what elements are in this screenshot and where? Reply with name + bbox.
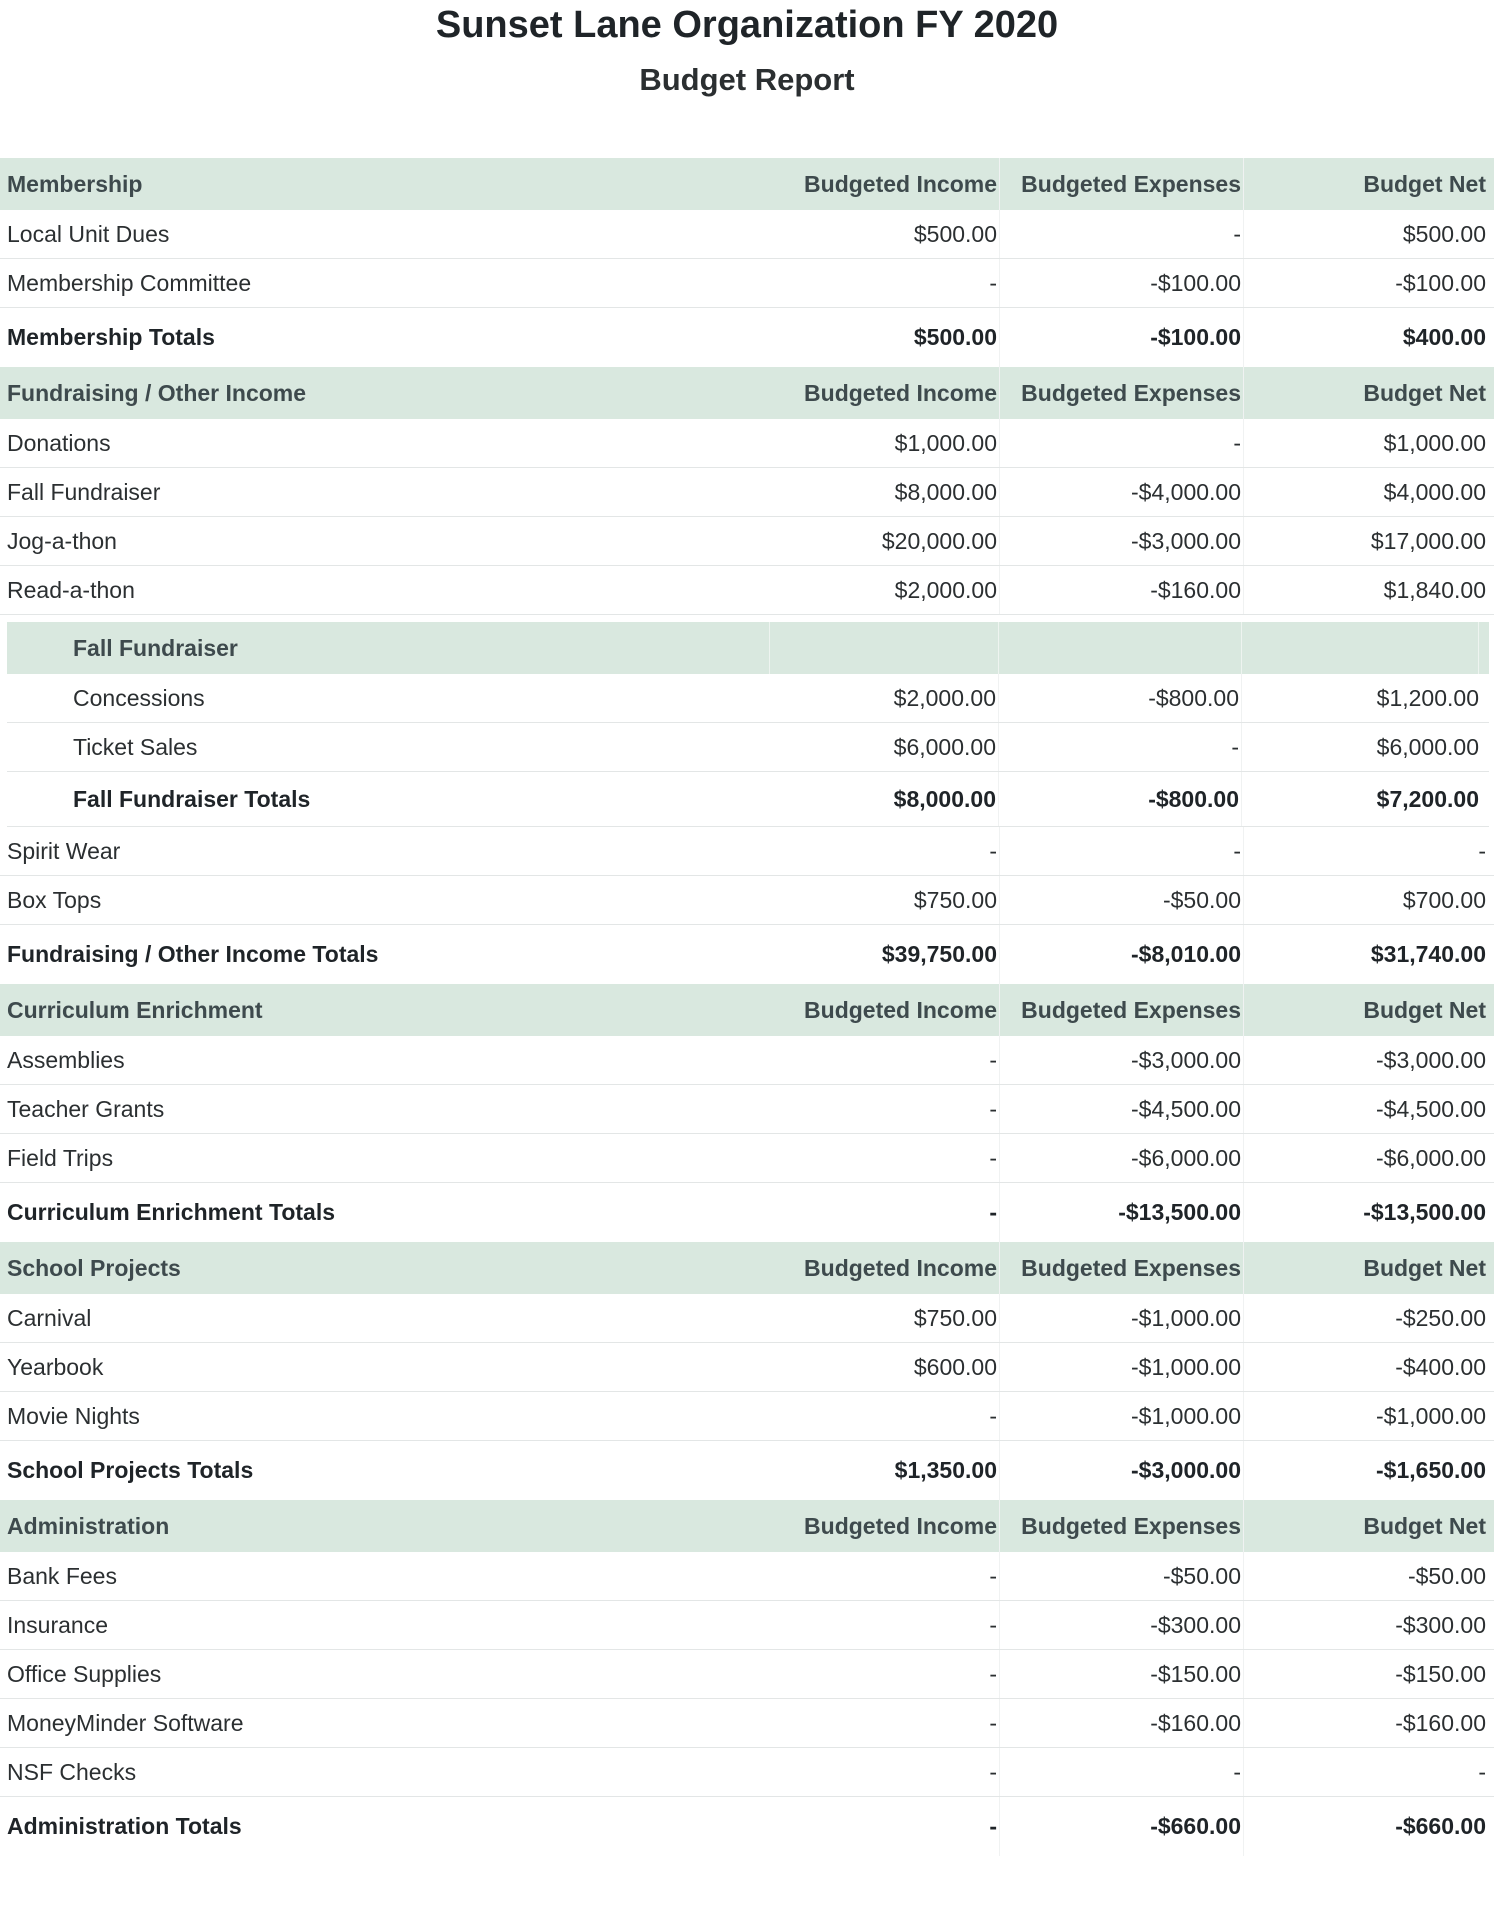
budgeted-expenses-value: -$160.00 <box>1000 1699 1244 1747</box>
budgeted-expenses-value: -$1,000.00 <box>1000 1392 1244 1440</box>
section-curriculum-enrichment <box>0 984 1494 1242</box>
budget-net-value: $31,740.00 <box>1370 941 1486 967</box>
budget-net-value: -$6,000.00 <box>1376 1144 1486 1171</box>
table-row <box>0 259 1494 308</box>
subsection-title: Fall Fundraiser <box>7 622 770 674</box>
budgeted-expenses-value: - <box>999 723 1242 771</box>
budget-net-value: $400.00 <box>1402 324 1486 350</box>
column-header-net: Budget Net <box>1363 1512 1486 1539</box>
budgeted-expenses-value: -$8,010.00 <box>1000 925 1244 984</box>
table-row <box>0 1036 1494 1085</box>
budget-net-value: -$4,500.00 <box>1376 1095 1486 1122</box>
budgeted-expenses-value: -$4,500.00 <box>1000 1085 1244 1133</box>
table-row <box>0 1085 1494 1134</box>
subsection-totals-row <box>7 772 1489 827</box>
column-header-net: Budget Net <box>1363 170 1486 197</box>
column-header-income: Budgeted Income <box>770 1500 1000 1552</box>
budgeted-expenses-value: -$1,000.00 <box>1000 1343 1244 1391</box>
budgeted-income-value: $2,000.00 <box>770 674 999 722</box>
section-fundraising-other-income <box>0 367 1494 984</box>
budget-net-value: -$400.00 <box>1395 1353 1486 1380</box>
line-item-label: Local Unit Dues <box>7 220 170 247</box>
budgeted-income-value: $500.00 <box>770 210 1000 258</box>
table-row <box>0 1294 1494 1343</box>
budgeted-expenses-value: -$50.00 <box>1000 876 1244 924</box>
line-item-label: Office Supplies <box>7 1660 162 1687</box>
line-item-label: Yearbook <box>7 1353 104 1380</box>
budgeted-income-value: $8,000.00 <box>770 772 999 826</box>
empty-cell <box>770 622 999 674</box>
table-row <box>0 1748 1494 1797</box>
budgeted-income-value: $1,350.00 <box>770 1441 1000 1500</box>
table-row <box>0 827 1494 876</box>
budgeted-income-value: - <box>770 1650 1000 1698</box>
line-item-label: School Projects Totals <box>7 1457 254 1483</box>
line-item-label: Membership Totals <box>7 324 215 350</box>
subsection-fall-fundraiser <box>0 615 1494 827</box>
table-row <box>0 1552 1494 1601</box>
table-row <box>0 517 1494 566</box>
budgeted-income-value: - <box>770 1183 1000 1242</box>
subsection-header <box>7 622 1489 674</box>
line-item-label: Movie Nights <box>7 1402 140 1429</box>
line-item-label: Fall Fundraiser <box>7 478 161 505</box>
budget-net-value: $4,000.00 <box>1383 478 1486 505</box>
section-totals-row <box>0 308 1494 367</box>
budgeted-income-value: - <box>770 1552 1000 1600</box>
line-item-label: Box Tops <box>7 886 102 913</box>
section-totals-row <box>0 1797 1494 1856</box>
line-item-label: Assemblies <box>7 1046 125 1073</box>
empty-cell <box>1242 622 1479 674</box>
budget-table <box>0 158 1494 1856</box>
section-header <box>0 1242 1494 1294</box>
line-item-label: Carnival <box>7 1304 92 1331</box>
section-administration <box>0 1500 1494 1856</box>
budget-net-value: $1,200.00 <box>1376 684 1479 711</box>
budgeted-expenses-value: - <box>1000 419 1244 467</box>
line-item-label: Fall Fundraiser Totals <box>73 785 311 812</box>
section-title: Fundraising / Other Income <box>7 379 307 406</box>
line-item-label: NSF Checks <box>7 1758 137 1785</box>
budgeted-income-value: $20,000.00 <box>770 517 1000 565</box>
column-header-net: Budget Net <box>1363 379 1486 406</box>
table-row <box>0 566 1494 615</box>
budgeted-expenses-value: -$150.00 <box>1000 1650 1244 1698</box>
column-header-expenses: Budgeted Expenses <box>1000 158 1244 210</box>
budget-net-value: -$300.00 <box>1395 1611 1486 1638</box>
column-header-income: Budgeted Income <box>770 158 1000 210</box>
section-header <box>0 158 1494 210</box>
budgeted-income-value: - <box>770 1392 1000 1440</box>
line-item-label: Administration Totals <box>7 1813 242 1839</box>
subsection-table <box>7 622 1489 827</box>
table-row <box>0 1392 1494 1441</box>
budget-net-value: -$1,000.00 <box>1376 1402 1486 1429</box>
table-row <box>7 674 1489 723</box>
budgeted-expenses-value: -$1,000.00 <box>1000 1294 1244 1342</box>
line-item-label: Field Trips <box>7 1144 114 1171</box>
section-header <box>0 984 1494 1036</box>
column-header-expenses: Budgeted Expenses <box>1000 367 1244 419</box>
budget-net-value: -$660.00 <box>1395 1813 1486 1839</box>
section-header <box>0 367 1494 419</box>
column-header-expenses: Budgeted Expenses <box>1000 1500 1244 1552</box>
line-item-label: Fundraising / Other Income Totals <box>7 941 379 967</box>
budget-net-value: $700.00 <box>1402 886 1486 913</box>
table-row <box>0 1699 1494 1748</box>
budgeted-income-value: $8,000.00 <box>770 468 1000 516</box>
section-header <box>0 1500 1494 1552</box>
budgeted-income-value: - <box>770 1748 1000 1796</box>
section-title: School Projects <box>7 1254 181 1281</box>
budgeted-expenses-value: -$3,000.00 <box>1000 1036 1244 1084</box>
line-item-label: Spirit Wear <box>7 837 121 864</box>
budget-net-value: $500.00 <box>1402 220 1486 247</box>
column-header-net: Budget Net <box>1363 996 1486 1023</box>
budget-net-value: $1,000.00 <box>1383 429 1486 456</box>
table-row <box>0 1650 1494 1699</box>
budgeted-income-value: $39,750.00 <box>770 925 1000 984</box>
budgeted-expenses-value: -$3,000.00 <box>1000 1441 1244 1500</box>
budgeted-expenses-value: -$800.00 <box>999 772 1242 826</box>
budgeted-expenses-value: -$4,000.00 <box>1000 468 1244 516</box>
budgeted-expenses-value: -$6,000.00 <box>1000 1134 1244 1182</box>
budgeted-income-value: $750.00 <box>770 1294 1000 1342</box>
budget-net-value: - <box>1478 1758 1486 1785</box>
table-row <box>0 419 1494 468</box>
budgeted-expenses-value: -$160.00 <box>1000 566 1244 614</box>
column-header-income: Budgeted Income <box>770 1242 1000 1294</box>
section-totals-row <box>0 1183 1494 1242</box>
line-item-label: Insurance <box>7 1611 109 1638</box>
budgeted-income-value: - <box>770 1601 1000 1649</box>
budget-net-value: -$160.00 <box>1395 1709 1486 1736</box>
budgeted-expenses-value: -$3,000.00 <box>1000 517 1244 565</box>
budgeted-expenses-value: -$100.00 <box>1000 259 1244 307</box>
section-membership <box>0 158 1494 367</box>
budgeted-income-value: - <box>770 1134 1000 1182</box>
line-item-label: Membership Committee <box>7 269 252 296</box>
table-row <box>0 210 1494 259</box>
line-item-label: Concessions <box>73 684 205 711</box>
section-title: Membership <box>7 170 143 197</box>
column-header-expenses: Budgeted Expenses <box>1000 1242 1244 1294</box>
budgeted-expenses-value: -$660.00 <box>1000 1797 1244 1856</box>
budgeted-income-value: $6,000.00 <box>770 723 999 771</box>
report-title: Sunset Lane Organization FY 2020 <box>435 4 1059 46</box>
budgeted-expenses-value: -$800.00 <box>999 674 1242 722</box>
budgeted-income-value: $2,000.00 <box>770 566 1000 614</box>
budget-net-value: $7,200.00 <box>1376 785 1479 812</box>
budgeted-income-value: - <box>770 1036 1000 1084</box>
line-item-label: Bank Fees <box>7 1562 117 1589</box>
budget-net-value: - <box>1478 837 1486 864</box>
table-row <box>7 723 1489 772</box>
budget-net-value: -$13,500.00 <box>1363 1199 1486 1225</box>
line-item-label: Ticket Sales <box>73 733 198 760</box>
budgeted-income-value: - <box>770 259 1000 307</box>
budgeted-expenses-value: -$13,500.00 <box>1000 1183 1244 1242</box>
budget-net-value: $6,000.00 <box>1376 733 1479 760</box>
line-item-label: Teacher Grants <box>7 1095 165 1122</box>
budgeted-expenses-value: -$100.00 <box>1000 308 1244 367</box>
budgeted-expenses-value: -$300.00 <box>1000 1601 1244 1649</box>
budget-net-value: -$150.00 <box>1395 1660 1486 1687</box>
budgeted-income-value: - <box>770 1797 1000 1856</box>
table-row <box>0 1601 1494 1650</box>
section-title: Curriculum Enrichment <box>7 996 263 1023</box>
section-school-projects <box>0 1242 1494 1500</box>
line-item-label: Curriculum Enrichment Totals <box>7 1199 336 1225</box>
report-subtitle: Budget Report <box>639 62 855 97</box>
budget-net-value: $17,000.00 <box>1370 527 1486 554</box>
table-row <box>0 1343 1494 1392</box>
budgeted-expenses-value: - <box>1000 1748 1244 1796</box>
budgeted-income-value: $600.00 <box>770 1343 1000 1391</box>
line-item-label: MoneyMinder Software <box>7 1709 244 1736</box>
table-row <box>0 876 1494 925</box>
budgeted-expenses-value: - <box>1000 210 1244 258</box>
section-title: Administration <box>7 1512 170 1539</box>
budgeted-income-value: $1,000.00 <box>770 419 1000 467</box>
empty-cell <box>999 622 1242 674</box>
line-item-label: Donations <box>7 429 111 456</box>
line-item-label: Read-a-thon <box>7 576 135 603</box>
budgeted-expenses-value: - <box>1000 827 1244 875</box>
budgeted-expenses-value: -$50.00 <box>1000 1552 1244 1600</box>
column-header-income: Budgeted Income <box>770 984 1000 1036</box>
table-row <box>0 1134 1494 1183</box>
budgeted-income-value: $750.00 <box>770 876 1000 924</box>
budgeted-income-value: - <box>770 1085 1000 1133</box>
column-header-income: Budgeted Income <box>770 367 1000 419</box>
budgeted-income-value: - <box>770 1699 1000 1747</box>
line-item-label: Jog-a-thon <box>7 527 117 554</box>
budget-net-value: -$50.00 <box>1407 1562 1486 1589</box>
column-header-expenses: Budgeted Expenses <box>1000 984 1244 1036</box>
table-row <box>0 468 1494 517</box>
budget-net-value: $1,840.00 <box>1383 576 1486 603</box>
budget-net-value: -$1,650.00 <box>1376 1457 1486 1483</box>
budgeted-income-value: - <box>770 827 1000 875</box>
budgeted-income-value: $500.00 <box>770 308 1000 367</box>
column-header-net: Budget Net <box>1363 1254 1486 1281</box>
budget-net-value: -$100.00 <box>1395 269 1486 296</box>
budget-net-value: -$3,000.00 <box>1376 1046 1486 1073</box>
budget-net-value: -$250.00 <box>1395 1304 1486 1331</box>
section-totals-row <box>0 1441 1494 1500</box>
section-totals-row <box>0 925 1494 984</box>
